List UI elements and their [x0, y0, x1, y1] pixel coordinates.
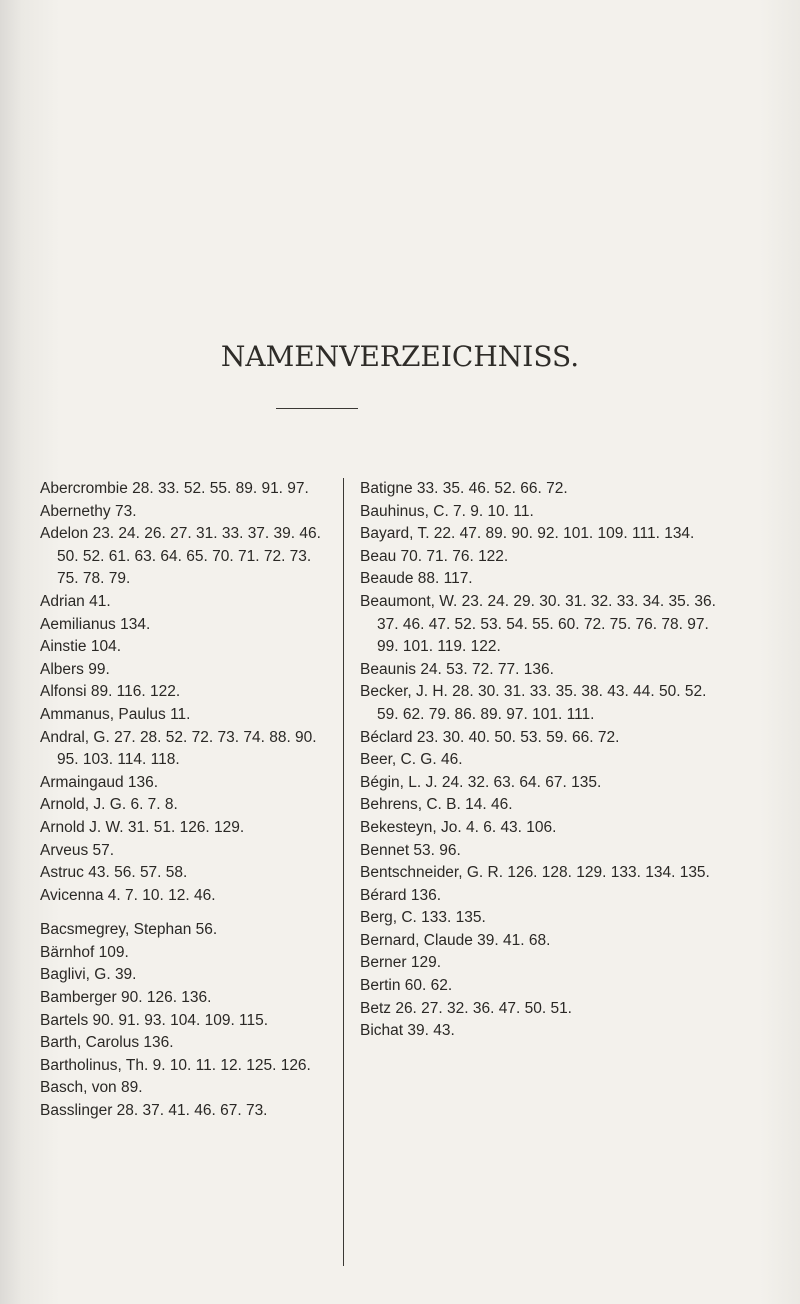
index-entry: Basslinger 28. 37. 41. 46. 67. 73. — [40, 1102, 268, 1120]
index-column-left — [40, 478, 330, 1123]
index-entry: Bégin, L. J. 24. 32. 63. 64. 67. 135. — [360, 773, 602, 791]
index-entry: Bekesteyn, Jo. 4. 6. 43. 106. — [360, 818, 557, 836]
index-entry: Abernethy 73. — [40, 502, 137, 520]
index-entry: Aemilianus 134. — [40, 615, 151, 633]
title-rule — [276, 408, 358, 409]
index-entry: Adelon 23. 24. 26. 27. 31. 33. 37. 39. 46. 50. 52. 61. 63. 64. 65. 70. 71. 72. 73. 75. 78. 79. — [40, 525, 321, 588]
index-entry: Bärnhof 109. — [40, 943, 129, 961]
index-entry: Bacsmegrey, Stephan 56. — [40, 921, 218, 939]
index-entry: Beaunis 24. 53. 72. 77. 136. — [360, 660, 554, 678]
index-entry: Armaingaud 136. — [40, 773, 159, 791]
index-entry: Beaumont, W. 23. 24. 29. 30. 31. 32. 33. 34. 35. 36. 37. 46. 47. 52. 53. 54. 55. 60. 72. 75. 76. 78. 97. 99. 101. 119. 122. — [360, 592, 716, 656]
index-entry: Alfonsi 89. 116. 122. — [40, 683, 181, 701]
index-entry: Bernard, Claude 39. 41. 68. — [360, 931, 551, 949]
index-entry: Arnold, J. G. 6. 7. 8. — [40, 796, 178, 814]
index-entry: Adrian 41. — [40, 592, 111, 610]
index-entry: Bichat 39. 43. — [360, 1022, 455, 1040]
index-entry: Bartels 90. 91. 93. 104. 109. 115. — [40, 1011, 269, 1029]
index-entry: Becker, J. H. 28. 30. 31. 33. 35. 38. 43. 44. 50. 52. 59. 62. 79. 86. 89. 97. 101. 111. — [360, 683, 707, 723]
index-entry: Andral, G. 27. 28. 52. 72. 73. 74. 88. 90. 95. 103. 114. 118. — [40, 728, 317, 769]
index-entry: Bennet 53. 96. — [360, 841, 461, 859]
index-entry: Ammanus, Paulus 11. — [40, 705, 191, 723]
index-entry: Arnold J. W. 31. 51. 126. 129. — [40, 818, 245, 836]
column-divider — [343, 478, 344, 1266]
index-entry: Baglivi, G. 39. — [40, 966, 137, 984]
index-entry: Basch, von 89. — [40, 1079, 143, 1097]
index-entry: Béclard 23. 30. 40. 50. 53. 59. 66. 72. — [360, 728, 620, 746]
index-entry: Bayard, T. 22. 47. 89. 90. 92. 101. 109. 111. 134. — [360, 525, 695, 543]
index-entry: Bamberger 90. 126. 136. — [40, 989, 212, 1007]
index-entry: Barth, Carolus 136. — [40, 1034, 174, 1052]
index-entry: Bartholinus, Th. 9. 10. 11. 12. 125. 126. — [40, 1056, 311, 1074]
index-entry: Avicenna 4. 7. 10. 12. 46. — [40, 886, 216, 904]
index-entry: Ainstie 104. — [40, 638, 121, 656]
page-title: NAMENVERZEICHNISS. — [220, 340, 580, 373]
index-entry: Berg, C. 133. 135. — [360, 909, 486, 927]
index-entry: Bentschneider, G. R. 126. 128. 129. 133. 134. 135. — [360, 864, 710, 882]
index-entry: Beer, C. G. 46. — [360, 751, 463, 769]
index-entry: Astruc 43. 56. 57. 58. — [40, 864, 188, 882]
index-entry: Batigne 33. 35. 46. 52. 66. 72. — [360, 480, 568, 497]
index-entry: Behrens, C. B. 14. 46. — [360, 796, 513, 814]
index-column-right — [360, 478, 720, 1043]
index-entry: Bérard 136. — [360, 886, 441, 904]
index-entry: Albers 99. — [40, 660, 110, 678]
index-entry: Arveus 57. — [40, 841, 115, 859]
index-entry: Berner 129. — [360, 954, 441, 972]
index-entry: Betz 26. 27. 32. 36. 47. 50. 51. — [360, 999, 572, 1017]
index-entry: Beaude 88. 117. — [360, 570, 473, 588]
index-entry: Abercrombie 28. 33. 52. 55. 89. 91. 97. — [40, 480, 309, 497]
index-entry: Bauhinus, C. 7. 9. 10. 11. — [360, 502, 534, 520]
index-entry: Bertin 60. 62. — [360, 977, 453, 995]
index-entry: Beau 70. 71. 76. 122. — [360, 547, 509, 565]
